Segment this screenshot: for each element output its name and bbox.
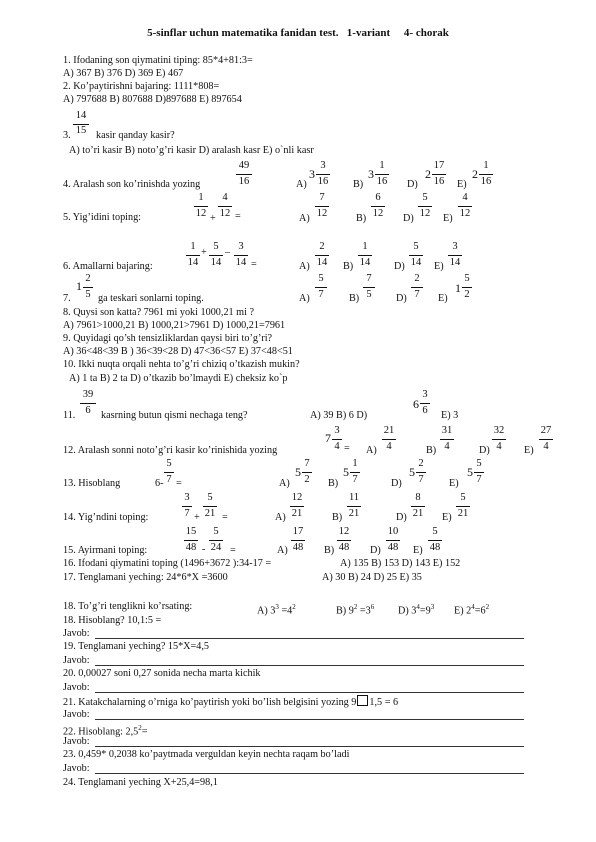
q13-option-e-den: 7 [476,474,482,485]
q18-option-d: D) $3^4=9^3$ [398,603,435,617]
q14-equals: = [222,512,228,523]
q6-option-b-label: B) [343,261,354,272]
q18-option-a: A) $3^3 =4^2$ [257,603,296,617]
q13-option-d-whole: 5 [409,465,415,479]
q13-option-d-label: D) [391,478,402,489]
q11-bar [80,403,96,404]
q11-option-d-den: 6 [422,405,428,416]
q4-option-a-bar [316,174,330,175]
q7-option-d-num: 2 [414,273,420,284]
q6-term3-den: 14 [235,257,247,268]
question-13: 13. Hisoblang [63,478,121,489]
q6-option-d-den: 14 [410,257,422,268]
answers-8: A) 7961>1000,21 B) 1000,21>7961 D) 1000,21=7961 [63,320,286,331]
q6-term3-num: 3 [238,241,244,252]
q5-equals: = [235,211,241,222]
question-18: 18. To’g’ri tenglikni ko’rsating: [63,601,193,612]
q4-option-d-bar [432,174,446,175]
question-2: 2. Ko’paytirishni bajaring: 1111*808= [63,81,220,92]
q15-option-d-label: D) [370,545,381,556]
answers-16: A) 135 B) 153 D) 143 E) 152 [340,558,461,569]
q14-option-b-label: B) [332,512,343,523]
answer-label-20: Javob: [63,682,90,693]
q12-equals: = [344,443,350,454]
q7-option-b-label: B) [349,293,360,304]
q4-option-a-label: A) [296,179,307,190]
q13-option-a-bar [302,472,312,473]
question-14: 14. Yig’ndini toping: [63,512,149,523]
q4-option-e-bar [479,174,493,175]
q5-term2-bar [218,206,232,207]
q4-numerator: 49 [238,160,250,171]
q13-option-a-num: 7 [304,458,310,469]
q7-den: 5 [85,289,91,300]
question-1: 1. Ifodaning son qiymatini tiping: 85*4+81:3= [63,55,253,66]
q12-option-b-num: 31 [441,425,453,436]
q5-term1-bar [194,206,208,207]
q6-option-e-label: E) [434,261,444,272]
q6-option-d-label: D) [394,261,405,272]
question-3: kasir qanday kasir? [96,130,175,141]
q15-option-d-bar [386,540,400,541]
answer-line-18b[interactable] [95,638,524,639]
q11-option-d-num: 3 [422,389,428,400]
q6-option-a-num: 2 [319,241,325,252]
q6-option-a-bar [315,255,329,256]
q6-term2-bar [209,255,223,256]
q14-option-a-num: 12 [291,492,303,503]
q13-option-b-den: 7 [352,474,358,485]
q7-option-a-label: A) [299,293,310,304]
q12-option-e-bar [539,439,553,440]
blank-box[interactable] [357,695,368,706]
q14-option-b-num: 11 [348,492,360,503]
q12-option-b-label: B) [426,445,437,456]
q13-option-d-bar [416,472,426,473]
q4-option-b-label: B) [353,179,364,190]
q15-term1-num: 15 [185,526,197,537]
q5-option-d-num: 5 [422,192,428,203]
q5-option-b-bar [371,206,385,207]
question-23: 23. 0,459* 0,2038 ko’paytmada verguldan keyin nechta raqam bo’ladi [63,749,350,760]
q7-option-d-bar [411,287,423,288]
q12-den: 4 [334,441,340,452]
q7-option-e-label: E) [438,293,448,304]
q4-option-d-label: D) [407,179,418,190]
q12-option-a-den: 4 [386,441,392,452]
q7-option-b-bar [363,287,375,288]
question-17: 17. Tenglamani yeching: 24*6*X =3600 [63,572,228,583]
q3-denominator: 15 [75,125,87,136]
q7-option-e-bar [462,287,472,288]
q13-option-e-bar [474,472,484,473]
answers-1: A) 367 B) 376 D) 369 E) 467 [63,68,184,79]
q5-option-b-num: 6 [375,192,381,203]
q5-option-e-num: 4 [462,192,468,203]
q15-term1-den: 48 [185,542,197,553]
q15-minus: - [202,544,206,555]
q14-term1-den: 7 [184,508,190,519]
question-18b: 18. Hisoblang? 10,1:5 = [63,615,162,626]
q13-option-d-num: 2 [418,458,424,469]
q7-option-e-den: 2 [464,289,470,300]
q15-option-a-num: 17 [292,526,304,537]
question-5: 5. Yig’idini toping: [63,212,142,223]
q4-option-b-num: 1 [379,160,385,171]
q5-option-d-label: D) [403,213,414,224]
q15-option-b-label: B) [324,545,335,556]
q12-option-d-bar [492,439,506,440]
question-16: 16. Ifodani qiymatini toping (1496+3672 ):34-17 = [63,558,272,569]
q14-option-e-num: 5 [460,492,466,503]
q12-num: 3 [334,425,340,436]
question-15: 15. Ayirmani toping: [63,545,148,556]
q6-option-e-den: 14 [449,257,461,268]
q12-option-a-label: A) [366,445,377,456]
q4-option-d-num: 17 [433,160,445,171]
q6-option-e-bar [448,255,462,256]
q4-option-a-den: 16 [317,176,329,187]
q11-den: 6 [85,405,91,416]
q4-option-d-whole: 2 [425,167,431,181]
q13-option-e-whole: 5 [467,465,473,479]
q12-option-a-num: 21 [383,425,395,436]
q15-option-e-label: E) [413,545,423,556]
q15-option-b-bar [337,540,351,541]
q4-option-e-num: 1 [483,160,489,171]
page-title: 5-sinflar uchun matematika fanidan test. 1-variant 4- chorak [147,27,449,39]
q3-numerator: 14 [75,110,87,121]
q12-option-d-label: D) [479,445,490,456]
answer-label-18b: Javob: [63,628,90,639]
q6-option-b-den: 14 [359,257,371,268]
q14-option-d-den: 21 [412,508,424,519]
question-11: kasrning butun qismi nechaga teng? [101,410,248,421]
question-12: 12. Aralash sonni noto’g’ri kasir ko’rinishida yozing [63,445,278,456]
q13-option-a-den: 2 [304,474,310,485]
q5-option-d-den: 12 [419,208,431,219]
q5-option-b-den: 12 [372,208,384,219]
q6-term2-num: 5 [213,241,219,252]
q7-option-d-den: 7 [414,289,420,300]
question-22: 22. Hisoblang: $2,5^2=$ [63,724,148,738]
q14-term2-bar [203,506,217,507]
answers-3: A) to’ri kasir B) noto’g’ri kasir D) aralash kasr E) o`nli kasr [69,145,314,156]
q13-bar [164,472,174,473]
q6-term1-bar [186,255,200,256]
q14-option-e-label: E) [442,512,452,523]
q7-option-b-num: 7 [366,273,372,284]
q12-option-e-label: E) [524,445,534,456]
q13-option-d-den: 7 [418,474,424,485]
question-4: 4. Aralash son ko’rinishda yozing [63,179,201,190]
q6-option-a-den: 14 [316,257,328,268]
q15-option-b-den: 48 [338,542,350,553]
q15-term2-num: 5 [213,526,219,537]
q14-option-a-bar [290,506,304,507]
q7-option-a-bar [315,287,327,288]
q12-option-b-bar [440,439,454,440]
answer-line-23[interactable] [95,773,524,774]
q4-denominator: 16 [238,176,250,187]
q6-term1-den: 14 [187,257,199,268]
q6-equals: = [251,259,257,270]
q5-option-a-den: 12 [316,208,328,219]
q14-term2-den: 21 [204,508,216,519]
question-20: 20. 0,00027 soni 0,27 sonida necha marta kichik [63,668,261,679]
q4-option-a-whole: 3 [309,167,315,181]
q12-option-d-num: 32 [493,425,505,436]
q14-option-e-den: 21 [457,508,469,519]
q5-option-e-bar [458,206,472,207]
q7-option-d-label: D) [396,293,407,304]
q7-bar [83,287,93,288]
q14-option-b-den: 21 [348,508,360,519]
question-8: 8. Quysi son katta? 7961 mi yoki 1000,21 mi ? [63,307,255,318]
q7-whole: 1 [76,279,82,293]
q7-option-a-num: 5 [318,273,324,284]
q4-option-e-whole: 2 [472,167,478,181]
q13-den: 7 [166,474,172,485]
q14-term2-num: 5 [207,492,213,503]
q15-option-d-den: 48 [387,542,399,553]
q6-minus: – [225,247,231,258]
q13-option-e-label: E) [449,478,459,489]
q11-num: 39 [82,389,94,400]
q3-prefix: 3. [63,130,71,141]
question-19: 19. Tenglamani yeching? 15*X=4,5 [63,641,210,652]
q12-option-b-den: 4 [444,441,450,452]
answer-line-22[interactable] [95,746,524,747]
q5-option-e-den: 12 [459,208,471,219]
q4-option-d-den: 16 [433,176,445,187]
q13-option-a-whole: 5 [295,465,301,479]
q5-option-a-bar [315,206,329,207]
q14-term1-num: 3 [184,492,190,503]
q5-term2-num: 4 [222,192,228,203]
answers-2: A) 797688 B) 807688 D)897688 E) 897654 [63,94,242,105]
q4-option-b-whole: 3 [368,167,374,181]
answer-line-19[interactable] [95,665,524,666]
q5-term1-den: 12 [195,208,207,219]
q14-option-a-den: 21 [291,508,303,519]
question-6: 6. Amallarni bajaring: [63,261,153,272]
q13-option-e-num: 5 [476,458,482,469]
q15-option-d-num: 10 [387,526,399,537]
q4-option-a-num: 3 [320,160,326,171]
q12-whole: 7 [325,431,331,445]
q5-option-a-num: 7 [319,192,325,203]
q4-option-b-den: 16 [376,176,388,187]
question-9: 9. Quyidagi qo’sh tensizliklardan qaysi biri to’g’ri? [63,333,273,344]
q12-option-a-bar [382,439,396,440]
q15-term1-bar [184,540,198,541]
q15-option-a-den: 48 [292,542,304,553]
q13-equals: = [176,478,182,489]
q12-option-d-den: 4 [496,441,502,452]
q5-option-a-label: A) [299,213,310,224]
q5-term2-den: 12 [219,208,231,219]
q6-term3-bar [234,255,248,256]
q6-option-a-label: A) [299,261,310,272]
answer-line-21[interactable] [95,719,524,720]
q7-prefix: 7. [63,293,71,304]
q15-option-e-den: 48 [429,542,441,553]
q6-option-d-num: 5 [413,241,419,252]
question-24: 24. Tenglamani yeching X+25,4=98,1 [63,777,218,788]
question-7: ga teskari sonlarni toping. [98,293,204,304]
q5-option-d-bar [418,206,432,207]
q6-term2-den: 14 [210,257,222,268]
answers-11: A) 39 B) 6 D) [310,410,368,421]
q14-plus: + [194,512,200,523]
q7-option-a-den: 7 [318,289,324,300]
q15-option-b-num: 12 [338,526,350,537]
q13-option-b-label: B) [328,478,339,489]
q13-expression: 6- [155,478,164,489]
q15-equals: = [230,545,236,556]
q14-option-d-bar [411,506,425,507]
question-10: 10. Ikki nuqta orqali nehta to’g’ri chiziq o’tkazish mukin? [63,359,300,370]
q14-option-d-num: 8 [415,492,421,503]
q11-prefix: 11. [63,410,76,421]
q7-option-b-den: 5 [366,289,372,300]
q15-term2-den: 24 [210,542,222,553]
q6-option-b-bar [358,255,372,256]
q6-option-e-num: 3 [452,241,458,252]
q6-plus: + [201,247,207,258]
answers-10: A) 1 ta B) 2 ta D) o’tkazib bo’lmaydi E) cheksiz ko`p [69,373,288,384]
q11-option-d-bar [420,403,430,404]
q11-option-d-whole: 6 [413,397,419,411]
q5-option-b-label: B) [356,213,367,224]
q15-term2-bar [209,540,223,541]
q13-num: 5 [166,458,172,469]
q15-option-a-bar [291,540,305,541]
answer-line-20[interactable] [95,692,524,693]
q5-plus: + [210,213,216,224]
q14-option-e-bar [456,506,470,507]
q7-option-e-num: 5 [464,273,470,284]
q4-option-e-den: 16 [480,176,492,187]
q14-option-a-label: A) [275,512,286,523]
q7-num: 2 [85,273,91,284]
answer-label-22: Javob: [63,736,90,747]
q12-option-e-num: 27 [540,425,552,436]
answers-9: A) 36<48<39 B ) 36<39<28 D) 47<36<57 E) 37<48<51 [63,346,293,357]
q15-option-a-label: A) [277,545,288,556]
q5-option-e-label: E) [443,213,453,224]
q18-option-b: B) $9^2 =3^6$ [336,603,375,617]
q13-option-b-num: 1 [352,458,358,469]
q6-term1-num: 1 [190,241,196,252]
q14-term1-bar [182,506,192,507]
answers-17: A) 30 B) 24 D) 25 E) 35 [322,572,422,583]
answer-label-21: Javob: [63,709,90,720]
question-21: 21. Katakchalarning o’rniga ko’paytirish yoki bo’lish belgisini yozing 9 1,5 = 6 [63,697,399,708]
q6-option-d-bar [409,255,423,256]
answer-label-23: Javob: [63,763,90,774]
q12-option-e-den: 4 [543,441,549,452]
q4-fraction-bar [236,174,252,175]
answer-label-19: Javob: [63,655,90,666]
q12-bar [332,439,342,440]
q14-option-b-bar [347,506,361,507]
q4-option-b-bar [375,174,389,175]
q11-option-e: E) 3 [441,410,459,421]
q13-option-b-whole: 5 [343,465,349,479]
q15-option-e-num: 5 [432,526,438,537]
q18-option-e: E) $2^4=6^2$ [454,603,490,617]
q7-option-e-whole: 1 [455,281,461,295]
q4-option-e-label: E) [457,179,467,190]
q14-option-d-label: D) [396,512,407,523]
q15-option-e-bar [428,540,442,541]
q13-option-a-label: A) [279,478,290,489]
q5-term1-num: 1 [198,192,204,203]
q13-option-b-bar [350,472,360,473]
q6-option-b-num: 1 [362,241,368,252]
